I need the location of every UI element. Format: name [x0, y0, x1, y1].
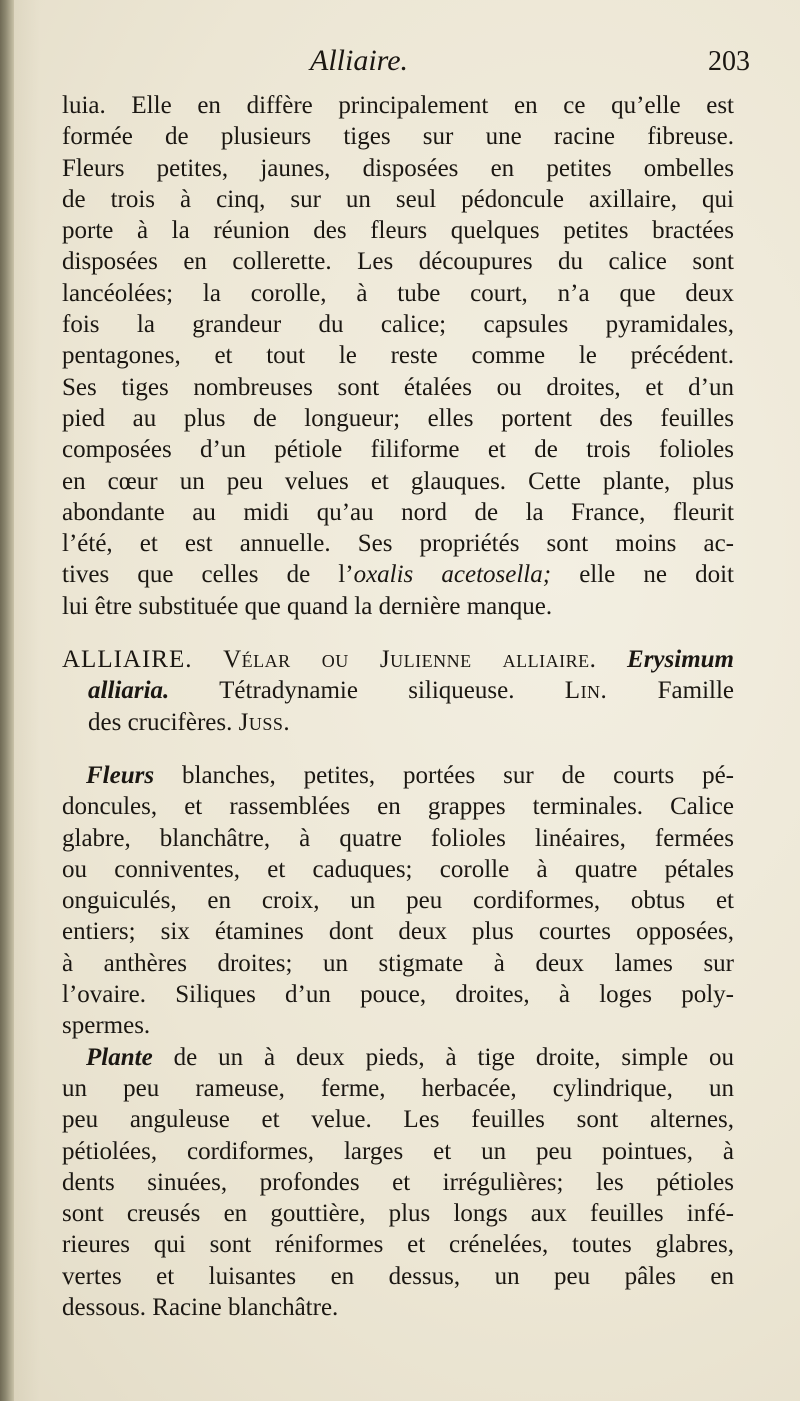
flowers-paragraph — [62, 760, 734, 1042]
entry-linnaeus: Lin. — [564, 677, 608, 705]
text-line: dents sinuées, profondes et irrégulières; les pétioles — [62, 1168, 734, 1196]
text-line: disposées en collerette. Les découpures du calice sont — [62, 248, 734, 276]
text-line: dessous. Racine blanchâtre. — [62, 1293, 339, 1321]
text-line: pétiolées, cordiformes, larges et un peu pointues, à — [62, 1137, 734, 1165]
text-segment: de un à deux pieds, à tige droite, simple ou — [173, 1043, 734, 1071]
plant-label: Plante — [86, 1043, 153, 1071]
page-body — [62, 90, 734, 1323]
page-number: 203 — [708, 46, 750, 77]
page-header — [60, 44, 750, 84]
text-line: ou conniventes, et caduques; corolle à quatre pétales — [62, 855, 734, 883]
text-segment: elle ne doit — [551, 561, 734, 589]
text-line: peu anguleuse et velue. Les feuilles sont alternes, — [62, 1106, 734, 1134]
text-segment: blanches, petites, portées sur de courts pé- — [182, 761, 734, 789]
text-line — [62, 675, 734, 706]
text-line: un peu rameuse, ferme, herbacée, cylindrique, un — [62, 1074, 734, 1102]
text-line — [62, 644, 734, 675]
text-segment: tives que celles de l’ — [62, 561, 354, 589]
entry-name: ALLIAIRE. — [62, 646, 193, 674]
continuation-paragraph — [62, 90, 734, 622]
text-line: rieures qui sont réniformes et crénelées, toutes glabres, — [62, 1231, 734, 1259]
book-spine-shadow — [0, 0, 14, 1401]
flowers-label: Fleurs — [86, 761, 155, 789]
text-line: doncules, et rassemblées en grappes terminales. Calice — [62, 793, 734, 821]
entry-synonyms: Vélar ou Julienne alliaire. — [223, 646, 597, 674]
text-line: onguiculés, en croix, un peu cordiformes, obtus et — [62, 887, 734, 915]
text-line: pentagones, et tout le reste comme le précédent. — [62, 342, 734, 370]
text-line: sont creusés en gouttière, plus longs aux feuilles infé- — [62, 1200, 734, 1228]
text-line: composées d’un pétiole filiforme et de trois folioles — [62, 436, 734, 464]
text-line: l’été, et est annuelle. Ses propriétés sont moins ac- — [62, 530, 734, 558]
text-line — [62, 559, 734, 590]
text-line: vertes et luisantes en dessus, un peu pâles en — [62, 1262, 734, 1290]
text-line: fois la grandeur du calice; capsules pyramidales, — [62, 311, 734, 339]
text-line: à anthères droites; un stigmate à deux lames sur — [62, 949, 734, 977]
text-line: glabre, blanchâtre, à quatre folioles linéaires, fermées — [62, 824, 734, 852]
text-line: lancéolées; la corolle, à tube court, n’a que deux — [62, 279, 734, 307]
text-line: porte à la réunion des fleurs quelques petites bractées — [62, 217, 734, 245]
text-line: lui être substituée que quand la dernière manque. — [62, 592, 553, 620]
text-line — [62, 760, 734, 791]
text-line: spermes. — [62, 1012, 151, 1040]
text-line: entiers; six étamines dont deux plus courtes opposées, — [62, 918, 734, 946]
entry-latin-genus: Erysimum — [627, 646, 735, 674]
text-line: en cœur un peu velues et glauques. Cette plante, plus — [62, 467, 734, 495]
text-line: pied au plus de longueur; elles portent des feuilles — [62, 404, 734, 432]
text-line: luia. Elle en diffère principalement en ce qu’elle est — [62, 92, 734, 119]
text-line: Ses tiges nombreuses sont étalées ou droites, et d’un — [62, 373, 734, 401]
text-line: l’ovaire. Siliques d’un pouce, droites, à loges poly- — [62, 981, 734, 1009]
text-line: Fleurs petites, jaunes, disposées en petites ombelles — [62, 154, 734, 182]
entry-classification: Tétradynamie siliqueuse. — [219, 677, 515, 705]
species-name-oxalis: oxalis acetosella; — [353, 561, 552, 589]
entry-heading — [62, 644, 734, 738]
entry-jussieu: Juss. — [238, 708, 291, 736]
running-title: Alliaire. — [310, 44, 409, 77]
entry-family-label: Famille — [657, 677, 735, 705]
text-line: formée de plusieurs tiges sur une racine fibreuse. — [62, 123, 734, 151]
entry-latin-species: alliaria. — [88, 677, 170, 705]
text-line: de trois à cinq, sur un seul pédoncule axillaire, qui — [62, 185, 734, 213]
text-line — [62, 707, 734, 738]
text-line — [62, 1042, 734, 1073]
text-line: abondante au midi qu’au nord de la France, fleurit — [62, 498, 734, 526]
plant-paragraph — [62, 1042, 734, 1324]
entry-family: des crucifères. — [88, 708, 233, 736]
